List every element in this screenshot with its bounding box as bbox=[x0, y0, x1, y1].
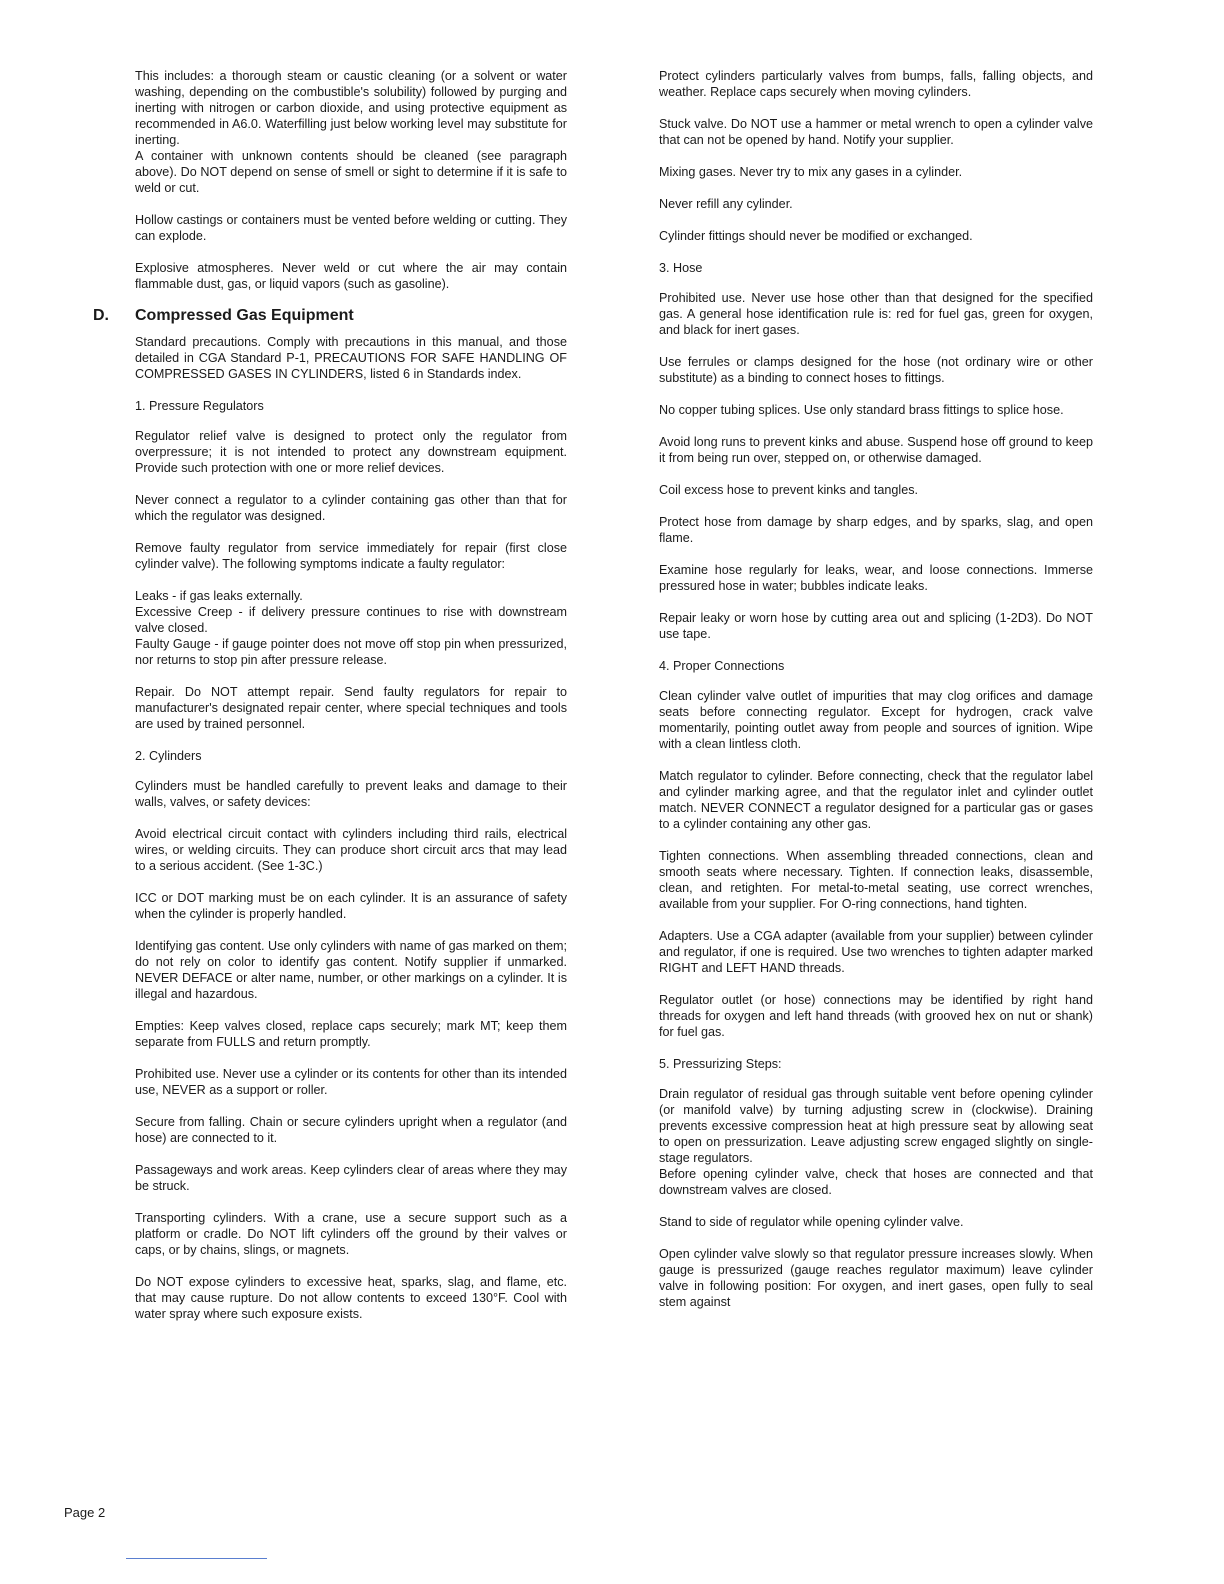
paragraph: Transporting cylinders. With a crane, use a secure support such as a platform or cradle. Do NOT lift cylinders off the ground by their valves or caps, or by chains, slings, or magnets. bbox=[135, 1211, 567, 1257]
paragraph: Cylinders must be handled carefully to prevent leaks and damage to their walls, valves, or safety devices: bbox=[135, 779, 567, 809]
list-item: Faulty Gauge - if gauge pointer does not move off stop pin when pressurized, nor returns to stop pin after pressure release. bbox=[135, 637, 567, 667]
paragraph: Hollow castings or containers must be vented before welding or cutting. They can explode. bbox=[135, 213, 567, 243]
paragraph: Passageways and work areas. Keep cylinders clear of areas where they may be struck. bbox=[135, 1163, 567, 1193]
paragraph: No copper tubing splices. Use only standard brass fittings to splice hose. bbox=[659, 403, 1064, 417]
paragraph: Before opening cylinder valve, check that hoses are connected and that downstream valves are closed. bbox=[659, 1167, 1093, 1197]
paragraph: Remove faulty regulator from service immediately for repair (first close cylinder valve). The following symptoms indicate a faulty regulator: bbox=[135, 541, 567, 571]
paragraph: Stuck valve. Do NOT use a hammer or metal wrench to open a cylinder valve that can not be opened by hand. Notify your supplier. bbox=[659, 117, 1093, 147]
paragraph: Secure from falling. Chain or secure cylinders upright when a regulator (and hose) are connected to it. bbox=[135, 1115, 567, 1145]
subheading-hose: 3. Hose bbox=[659, 261, 703, 275]
left-column bbox=[93, 68, 567, 1338]
paragraph: This includes: a thorough steam or caustic cleaning (or a solvent or water washing, depending on the combustible's solubility) followed by purging and inerting with nitrogen or carbon dioxide, and using protective equipment as recommended in A6.0. Waterfilling just below working level may substitute for inerting. bbox=[135, 69, 567, 147]
subheading-proper-connections: 4. Proper Connections bbox=[659, 659, 785, 673]
paragraph: Prohibited use. Never use hose other than that designed for the specified gas. A general hose identification rule is: red for fuel gas, green for oxygen, and black for inert gases. bbox=[659, 291, 1093, 337]
paragraph: Use ferrules or clamps designed for the hose (not ordinary wire or other substitute) as a binding to connect hoses to fittings. bbox=[659, 355, 1093, 385]
section-letter: D. bbox=[93, 307, 109, 324]
footer-rule bbox=[126, 1558, 267, 1559]
right-column bbox=[659, 68, 1093, 1326]
paragraph: A container with unknown contents should be cleaned (see paragraph above). Do NOT depend on sense of smell or sight to determine if it is safe to weld or cut. bbox=[135, 149, 567, 195]
paragraph: Never refill any cylinder. bbox=[659, 197, 793, 211]
paragraph: Never connect a regulator to a cylinder containing gas other than that for which the regulator was designed. bbox=[135, 493, 567, 523]
paragraph: Repair leaky or worn hose by cutting area out and splicing (1-2D3). Do NOT use tape. bbox=[659, 611, 1093, 641]
paragraph: Regulator outlet (or hose) connections may be identified by right hand threads for oxygen and left hand threads (with grooved hex on nut or shank) for fuel gas. bbox=[659, 993, 1093, 1039]
paragraph: Protect hose from damage by sharp edges, and by sparks, slag, and open flame. bbox=[659, 515, 1093, 545]
subheading-pressurizing-steps: 5. Pressurizing Steps: bbox=[659, 1057, 782, 1071]
paragraph: Repair. Do NOT attempt repair. Send faulty regulators for repair to manufacturer's designated repair center, where special techniques and tools are used by trained personnel. bbox=[135, 685, 567, 731]
paragraph: Drain regulator of residual gas through suitable vent before opening cylinder (or manifold valve) by turning adjusting screw in (clockwise). Draining prevents excessive compression heat at high pressure seat by allowing seat to open on pressurization. Leave adjusting screw engaged slightly on single-stage regulators. bbox=[659, 1087, 1093, 1165]
paragraph: Empties: Keep valves closed, replace caps securely; mark MT; keep them separate from FULLS and return promptly. bbox=[135, 1019, 567, 1049]
paragraph: Cylinder fittings should never be modified or exchanged. bbox=[659, 229, 973, 243]
page-number: Page 2 bbox=[64, 1505, 106, 1520]
paragraph: Avoid electrical circuit contact with cylinders including third rails, electrical wires, or welding circuits. They can produce short circuit arcs that may lead to a serious accident. (See 1-3C.) bbox=[135, 827, 567, 873]
list-item: Leaks - if gas leaks externally. bbox=[135, 589, 303, 603]
paragraph: Standard precautions. Comply with precautions in this manual, and those detailed in CGA Standard P-1, PRECAUTIONS FOR SAFE HANDLING OF COMPRESSED GASES IN CYLINDERS, listed 6 in Standards index. bbox=[135, 335, 567, 381]
paragraph: Regulator relief valve is designed to protect only the regulator from overpressure; it is not intended to protect any downstream equipment. Provide such protection with one or more relief devices. bbox=[135, 429, 567, 475]
section-heading bbox=[93, 308, 567, 324]
subheading-pressure-regulators: 1. Pressure Regulators bbox=[135, 399, 264, 413]
paragraph: ICC or DOT marking must be on each cylinder. It is an assurance of safety when the cylinder is properly handled. bbox=[135, 891, 567, 921]
paragraph: Match regulator to cylinder. Before connecting, check that the regulator label and cylinder marking agree, and that the regulator inlet and cylinder outlet match. NEVER CONNECT a regulator designed for a particular gas or gases to a cylinder containing any other gas. bbox=[659, 769, 1093, 831]
paragraph: Coil excess hose to prevent kinks and tangles. bbox=[659, 483, 919, 497]
paragraph: Clean cylinder valve outlet of impurities that may clog orifices and damage seats before connecting regulator. Except for hydrogen, crack valve momentarily, pointing outlet away from people and sources of ignition. Wipe with a clean lintless cloth. bbox=[659, 689, 1093, 751]
section-title: Compressed Gas Equipment bbox=[135, 307, 354, 324]
paragraph: Examine hose regularly for leaks, wear, and loose connections. Immerse pressured hose in water; bubbles indicate leaks. bbox=[659, 563, 1093, 593]
paragraph: Adapters. Use a CGA adapter (available from your supplier) between cylinder and regulator, if one is required. Use two wrenches to tighten adapter marked RIGHT and LEFT HAND threads. bbox=[659, 929, 1093, 975]
paragraph: Tighten connections. When assembling threaded connections, clean and smooth seats where necessary. Tighten. If connection leaks, disassemble, clean, and retighten. For metal-to-metal seating, use correct wrenches, available from your supplier. For O-ring connections, hand tighten. bbox=[659, 849, 1093, 911]
paragraph: Identifying gas content. Use only cylinders with name of gas marked on them; do not rely on color to identify gas content. Notify supplier if unmarked. NEVER DEFACE or alter name, number, or other markings on a cylinder. It is illegal and hazardous. bbox=[135, 939, 567, 1001]
paragraph: Avoid long runs to prevent kinks and abuse. Suspend hose off ground to keep it from being run over, stepped on, or otherwise damaged. bbox=[659, 435, 1093, 465]
paragraph: Open cylinder valve slowly so that regulator pressure increases slowly. When gauge is pressurized (gauge reaches regulator maximum) leave cylinder valve in following position: For oxygen, and inert gases, open fully to seal stem against bbox=[659, 1247, 1093, 1309]
paragraph: Explosive atmospheres. Never weld or cut where the air may contain flammable dust, gas, or liquid vapors (such as gasoline). bbox=[135, 261, 567, 291]
paragraph: Mixing gases. Never try to mix any gases in a cylinder. bbox=[659, 165, 963, 179]
paragraph: Protect cylinders particularly valves from bumps, falls, falling objects, and weather. Replace caps securely when moving cylinders. bbox=[659, 69, 1093, 99]
paragraph: Prohibited use. Never use a cylinder or its contents for other than its intended use, NEVER as a support or roller. bbox=[135, 1067, 567, 1097]
list-item: Excessive Creep - if delivery pressure continues to rise with downstream valve closed. bbox=[135, 605, 567, 635]
paragraph: Do NOT expose cylinders to excessive heat, sparks, slag, and flame, etc. that may cause rupture. Do not allow contents to exceed 130°F. Cool with water spray where such exposure exists. bbox=[135, 1275, 567, 1321]
paragraph: Stand to side of regulator while opening cylinder valve. bbox=[659, 1215, 964, 1229]
subheading-cylinders: 2. Cylinders bbox=[135, 749, 202, 763]
